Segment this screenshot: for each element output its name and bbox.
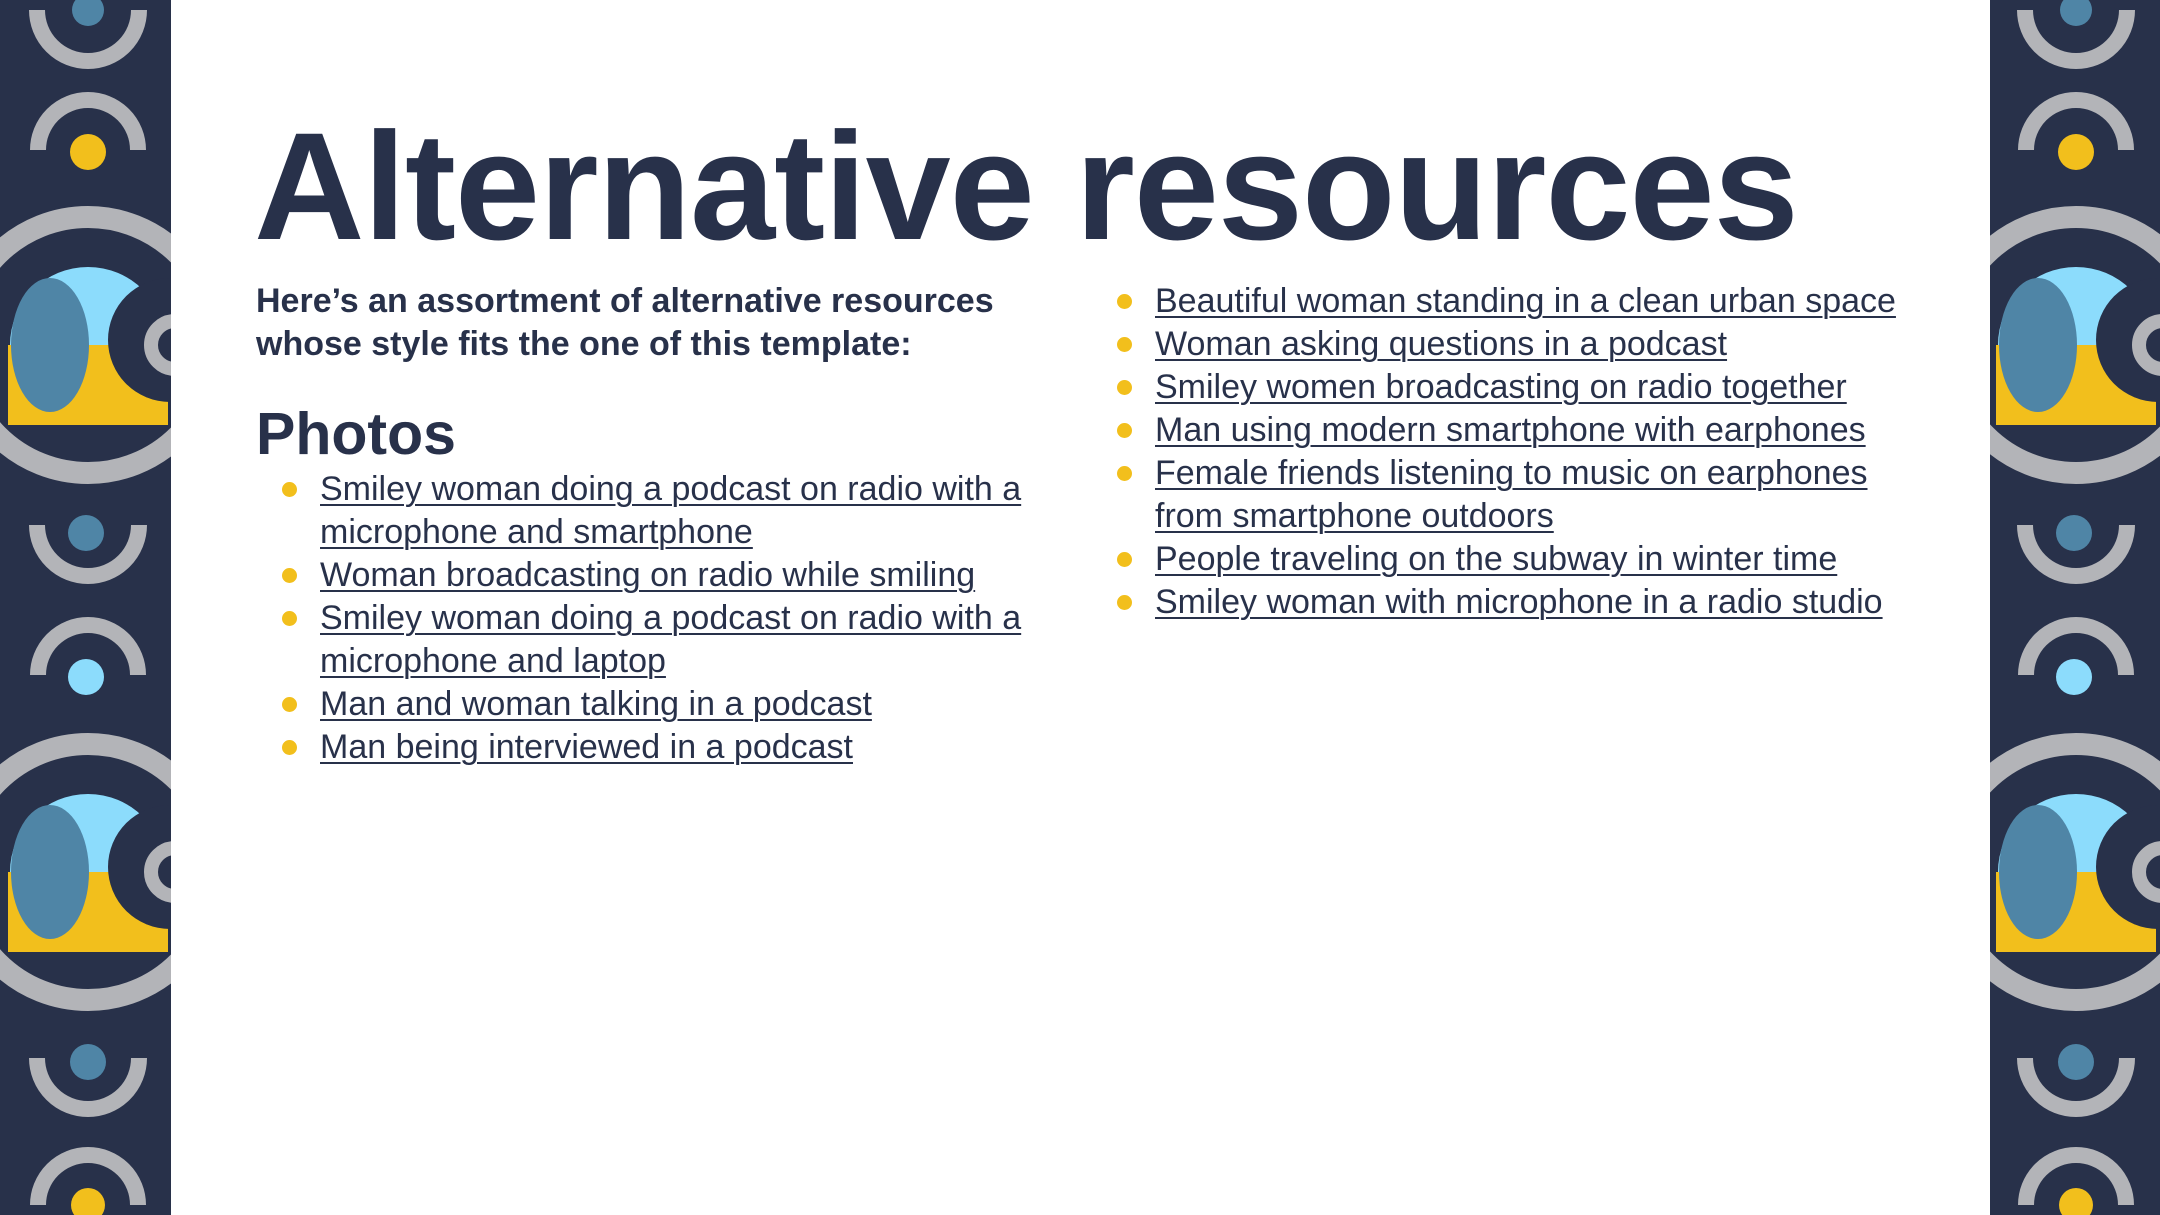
bullet-dot xyxy=(1117,595,1132,610)
ring-mid-2 xyxy=(38,625,138,695)
resource-link[interactable]: Female friends listening to music on earphones from smartphone outdoors xyxy=(1155,454,1868,535)
bullet-dot xyxy=(1117,423,1132,438)
resource-link[interactable]: Smiley woman with microphone in a radio studio xyxy=(1155,583,1883,621)
bullet-dot xyxy=(282,611,297,626)
resource-link[interactable]: Smiley women broadcasting on radio together xyxy=(1155,368,1847,406)
resource-link[interactable]: Woman broadcasting on radio while smiling xyxy=(320,555,976,594)
list-item xyxy=(1155,366,1936,409)
bullet-dot xyxy=(1117,552,1132,567)
photos-link-list-left xyxy=(256,468,1086,769)
list-item xyxy=(320,468,1086,554)
ring-bottom-2 xyxy=(38,1155,138,1215)
photos-link-list-right xyxy=(1116,280,1936,624)
ring-bottom-2 xyxy=(2026,1155,2126,1215)
moon-medallion-2 xyxy=(1990,744,2160,1000)
ring-top-1 xyxy=(2025,0,2127,61)
ring-bottom-1 xyxy=(2025,1044,2127,1109)
photos-heading: Photos xyxy=(256,401,456,467)
right-column xyxy=(1116,280,1936,624)
bullet-dot xyxy=(282,697,297,712)
ring-mid-2 xyxy=(2026,625,2126,695)
resource-link[interactable]: Man and woman talking in a podcast xyxy=(320,684,872,723)
list-item xyxy=(1155,280,1936,323)
bullet-dot xyxy=(282,568,297,583)
resource-link[interactable]: Smiley woman doing a podcast on radio with a microphone and laptop xyxy=(320,598,1022,680)
bullet-dot xyxy=(1117,380,1132,395)
list-item xyxy=(320,554,1086,597)
resource-link[interactable]: People traveling on the subway in winter time xyxy=(1155,540,1838,578)
list-item xyxy=(1155,538,1936,581)
ring-top-1 xyxy=(37,0,139,61)
right-pattern-graphic xyxy=(1990,0,2160,1215)
list-item xyxy=(1155,323,1936,366)
resource-link[interactable]: Man being interviewed in a podcast xyxy=(320,727,853,766)
resource-link[interactable]: Beautiful woman standing in a clean urban space xyxy=(1155,282,1896,320)
bullet-dot xyxy=(1117,466,1132,481)
resource-link[interactable]: Smiley woman doing a podcast on radio with a microphone and smartphone xyxy=(320,469,1022,551)
list-item xyxy=(320,597,1086,683)
ring-top-2 xyxy=(2026,100,2126,170)
bullet-dot xyxy=(1117,337,1132,352)
left-decorative-band xyxy=(0,0,171,1215)
list-item xyxy=(1155,452,1936,538)
ring-mid-1 xyxy=(2025,515,2127,576)
ring-mid-1 xyxy=(37,515,139,576)
left-column xyxy=(256,280,1086,769)
ring-top-2 xyxy=(38,100,138,170)
right-decorative-band xyxy=(1990,0,2160,1215)
bullet-dot xyxy=(282,740,297,755)
list-item xyxy=(320,683,1086,726)
moon-medallion-2 xyxy=(0,744,171,1000)
list-item xyxy=(1155,581,1936,624)
intro-text: Here’s an assortment of alternative resources whose style fits the one of this template: xyxy=(256,282,994,363)
left-pattern-graphic xyxy=(0,0,171,1215)
resource-link[interactable]: Man using modern smartphone with earphones xyxy=(1155,411,1866,449)
moon-medallion-1 xyxy=(0,217,171,473)
bullet-dot xyxy=(282,482,297,497)
bullet-dot xyxy=(1117,294,1132,309)
moon-medallion-1 xyxy=(1990,217,2160,473)
ring-bottom-1 xyxy=(37,1044,139,1109)
list-item xyxy=(320,726,1086,769)
slide-title: Alternative resources xyxy=(254,101,1798,272)
resource-link[interactable]: Woman asking questions in a podcast xyxy=(1155,325,1728,363)
list-item xyxy=(1155,409,1936,452)
